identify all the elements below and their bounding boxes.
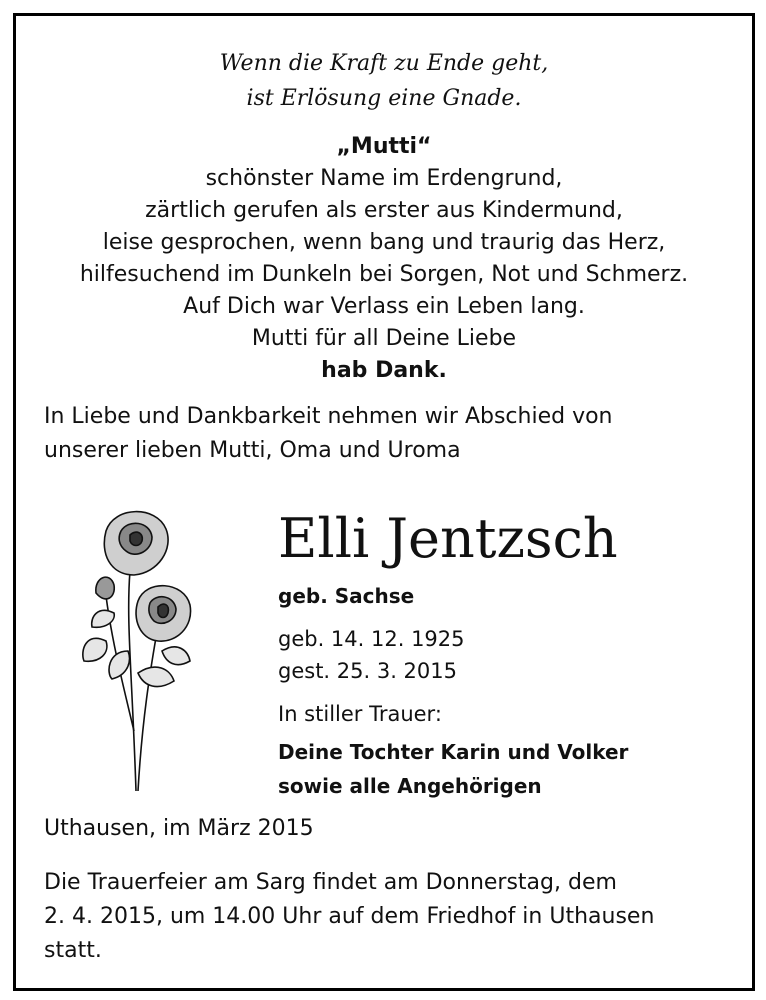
mourner-line: sowie alle Angehörigen [278,774,542,798]
poem-closing: hab Dank. [321,358,447,383]
funeral-info [44,866,654,968]
death-date: gest. 25. 3. 2015 [278,659,458,683]
motto-line: Wenn die Kraft zu Ende geht, [219,51,549,76]
poem-line: Auf Dich war Verlass ein Leben lang. [183,294,585,319]
poem-line: zärtlich gerufen als erster aus Kindermund, [145,198,623,223]
poem-line: hilfesuchend im Dunkeln bei Sorgen, Not und Schmerz. [79,262,689,287]
intro-text [44,400,613,468]
poem [16,131,752,387]
intro-line: In Liebe und Dankbarkeit nehmen wir Abschied von [44,404,613,429]
poem-line: leise gesprochen, wenn bang und traurig das Herz, [102,230,666,255]
maiden-name: geb. Sachse [278,584,415,608]
poem-line: schönster Name im Erdengrund, [205,166,563,191]
poem-title: „Mutti“ [336,134,432,159]
deceased-name: Elli Jentzsch [278,507,618,570]
funeral-line: statt. [44,938,102,963]
motto-line: ist Erlösung eine Gnade. [246,86,522,111]
life-dates [278,623,465,687]
place-date: Uthausen, im März 2015 [44,816,314,841]
birth-date: geb. 14. 12. 1925 [278,627,465,651]
mourning-label: In stiller Trauer: [278,702,442,726]
intro-line: unserer lieben Mutti, Oma und Uroma [44,438,461,463]
funeral-line: 2. 4. 2015, um 14.00 Uhr auf dem Friedhof in Uthausen [44,904,655,929]
funeral-line: Die Trauerfeier am Sarg findet am Donnerstag, dem [44,870,617,895]
poem-line: Mutti für all Deine Liebe [251,326,517,351]
mourner-line: Deine Tochter Karin und Volker [278,740,629,764]
rose-icon [66,501,196,791]
obituary-frame [13,13,755,991]
mourners [278,735,628,803]
motto [16,46,752,116]
